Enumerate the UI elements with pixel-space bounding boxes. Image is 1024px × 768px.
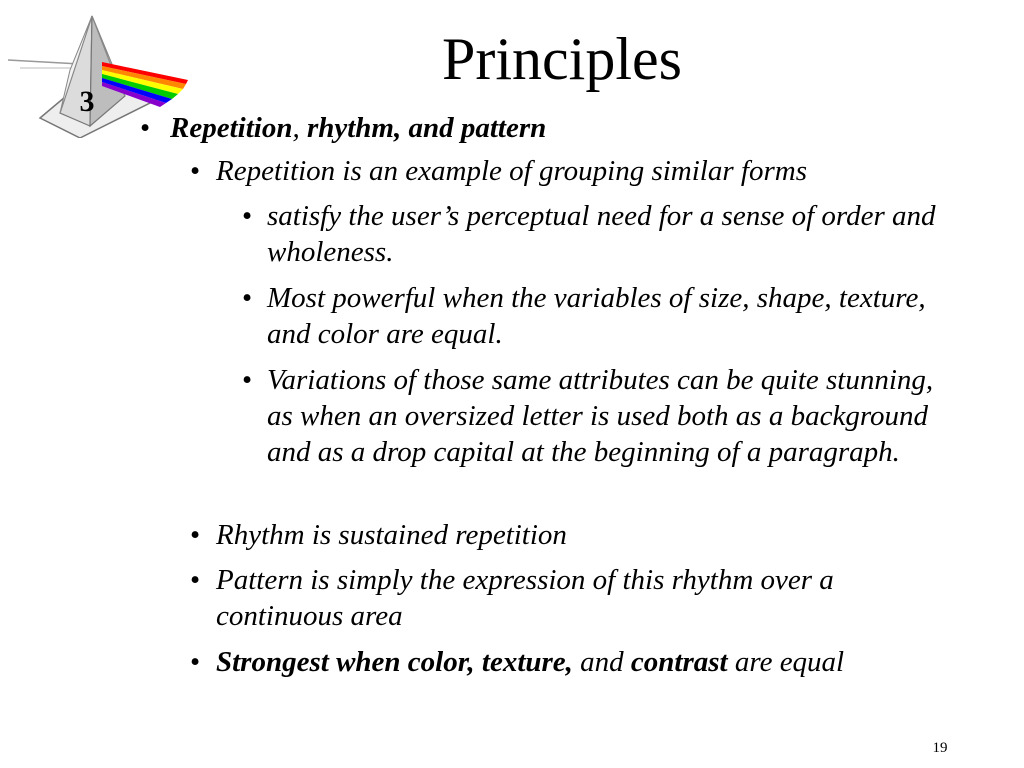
bullet-bold-text: contrast bbox=[630, 646, 728, 678]
bullet-text: Variations of those same attributes can be quite stunning, as when an oversized letter is used both as a background and as a drop capital at the beginning of a paragraph. bbox=[267, 364, 934, 468]
bullet-heading: Repetition bbox=[170, 112, 293, 144]
bullet-text: Repetition is an example of grouping similar forms bbox=[216, 155, 807, 187]
bullet-text: satisfy the user’s perceptual need for a sense of order and wholeness. bbox=[267, 200, 936, 268]
slide-title: Principles bbox=[442, 26, 682, 92]
bullet-bold-text: Strongest when color, texture, bbox=[216, 646, 573, 678]
bullet-text: Pattern is simply the expression of this rhythm over a continuous area bbox=[216, 564, 834, 632]
bullet-plain-text: and bbox=[572, 646, 631, 678]
bullet-heading-separator: , bbox=[292, 112, 300, 144]
bullet-item: • Pattern is simply the expression of this rhythm over a continuous area bbox=[190, 562, 960, 634]
bullet-item: • Rhythm is sustained repetition bbox=[190, 517, 960, 553]
bullet-item: • satisfy the user’s perceptual need for a sense of order and wholeness. bbox=[242, 198, 942, 270]
bullet-plain-text: are equal bbox=[727, 646, 845, 678]
bullet-item: • Repetition is an example of grouping similar forms bbox=[190, 153, 960, 189]
bullet-heading-rest: rhythm, and pattern bbox=[299, 112, 547, 144]
bullet-item: • Repetition, rhythm, and pattern bbox=[140, 112, 547, 144]
bullet-item: • Most powerful when the variables of size, shape, texture, and color are equal. bbox=[242, 280, 942, 352]
logo-number: 3 bbox=[79, 85, 95, 118]
bullet-text: Most powerful when the variables of size, shape, texture, and color are equal. bbox=[267, 282, 926, 350]
page-number: 19 bbox=[932, 740, 948, 756]
bullet-text: Rhythm is sustained repetition bbox=[216, 519, 567, 551]
bullet-item: • Strongest when color, texture, and contrast are equal bbox=[190, 646, 845, 678]
bullet-item: • Variations of those same attributes can be quite stunning, as when an oversized letter is used both as a background and as a drop capital at the beginning of a paragraph. bbox=[242, 362, 942, 470]
